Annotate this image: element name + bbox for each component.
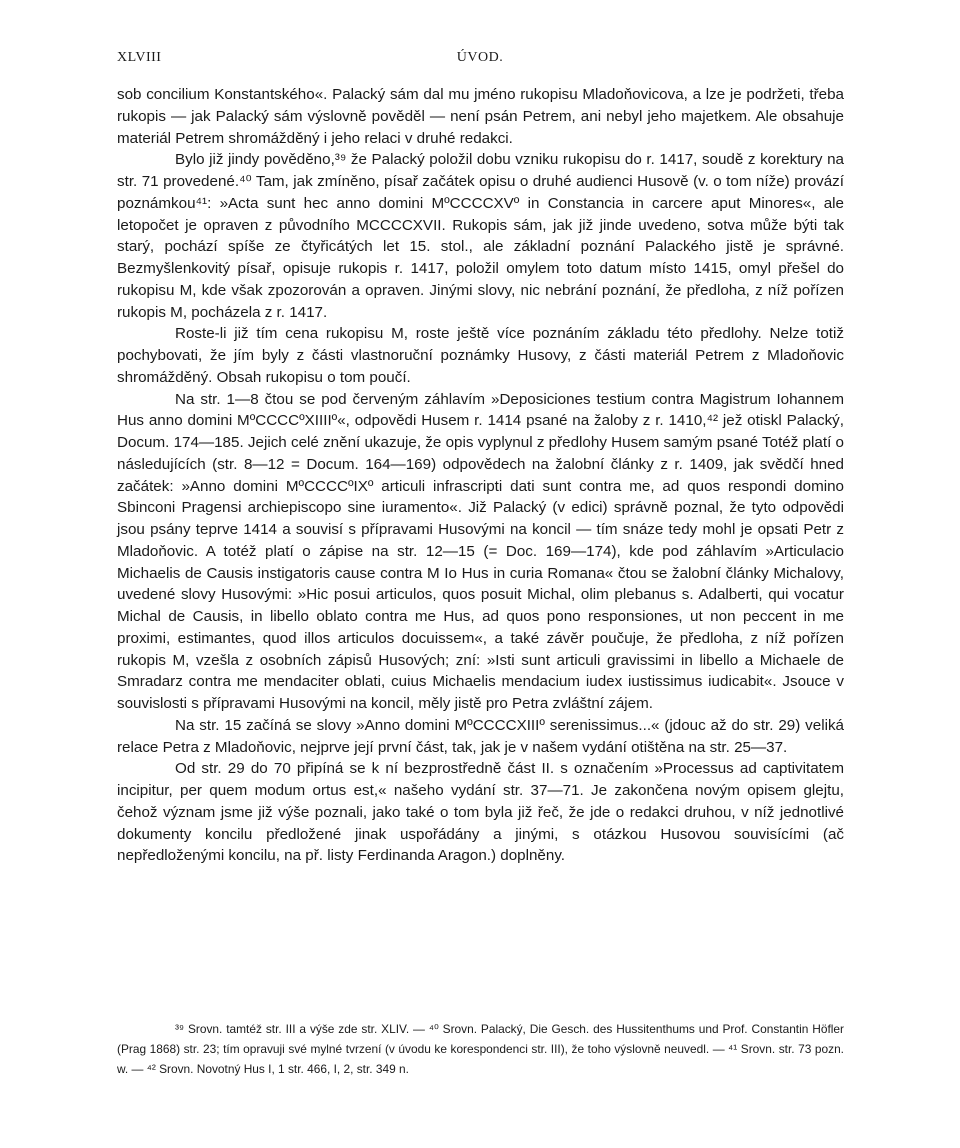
paragraph: Na str. 15 začíná se slovy »Anno domini MºCCCCXIIIº serenissimus...« (jdouc až do str. 29) veliká relace Petra z Mladoňovic, nejprve její první část, tak, jak je v našem vydání otištěna na str. 25—37. bbox=[117, 716, 844, 756]
footnote-text: ³⁹ Srovn. tamtéž str. III a výše zde str. XLIV. — ⁴⁰ Srovn. Palacký, Die Gesch. des Hussitenthums und Prof. Constantin Höfler (Prag 1868) str. 23; tím opravuji své mylné tvrzení (v úvodu ke korespondenci str. III), že toho výslovně neuvedl. — ⁴¹ Srovn. str. 73 pozn. w. — ⁴² Srovn. Novotný Hus I, 1 str. 466, I, 2, str. 349 n. bbox=[117, 1022, 844, 1076]
paragraph: sob concilium Konstantského«. Palacký sám dal mu jméno rukopisu Mladoňovicova, a lze je podržeti, třeba rukopis — jak Palacký sám výslovně pověděl — není psán Petrem, ani nebyl jeho majetkem. Ale obsahuje materiál Petrem shromážděný i jeho relaci v druhé redakci. bbox=[117, 86, 844, 147]
page-header bbox=[117, 50, 843, 70]
footnotes bbox=[117, 1019, 844, 1079]
paragraph: Od str. 29 do 70 připíná se k ní bezprostředně část II. s označením »Processus ad captivitatem incipitur, per quem modum ortus est,« našeho vydání str. 37—71. Je zakončena novým opisem glejtu, čehož význam jsme již výše poznali, jako také o tom byla již řeč, že jde o redakci druhou, v níž jednotlivé dokumenty koncilu předložené jinak uspořádány a jinými, s otázkou Husovou souvisícími (ač nepředloženými koncilu, na př. listy Ferdinanda Aragon.) doplněny. bbox=[117, 760, 844, 865]
running-title: ÚVOD. bbox=[456, 50, 504, 65]
paragraph: Bylo již jindy pověděno,³⁹ že Palacký položil dobu vzniku rukopisu do r. 1417, soudě z korektury na str. 71 provedené.⁴⁰ Tam, jak zmíněno, písař začátek opisu o druhé audienci Husově (v. o tom níže) provází poznámkou⁴¹: »Acta sunt hec anno domini MºCCCCXVº in Constancia in carcere aput Minores«, ale letopočet je opraven z původního MCCCCXVII. Rukopis sám, jak již jinde uvedeno, sotva může býti tak starý, pochází spíše ze čtyřicátých let 15. stol., ale základní poznání Palackého jistě je správné. Bezmyšlenkovitý písař, opisuje rukopis r. 1417, položil omylem toto datum místo 1415, omyl přešel do rukopisu M, kde však zpozorován a opraven. Jinými slovy, nic nebrání poznání, že předloha, z níž pořízen rukopis M, pocházela z r. 1417. bbox=[117, 151, 844, 321]
page-number: XLVIII bbox=[117, 50, 162, 65]
paragraph: Na str. 1—8 čtou se pod červeným záhlavím »Deposiciones testium contra Magistrum Iohannem Hus anno domini MºCCCCºXIIIIº«, odpovědi Husem r. 1414 psané na žaloby z r. 1410,⁴² jež otiskl Palacký, Docum. 174—185. Jejich celé znění ukazuje, že opis vyplynul z předlohy Husem samým psané Totéž platí o následujících (str. 8—12 = Docum. 164—169) odpovědech na žalobní články z r. 1409, jak svědčí hned začátek: »Anno domini MºCCCCºIXº articuli infrascripti dati sunt contra me, ad quos respondi domino Sbinconi Pragensi archiepiscopo sine iuramento«. Již Palacký (v edici) správně poznal, že tyto odpovědi jsou psány teprve 1414 a souvisí s přípravami Husovými na koncil — tím snáze tedy mohl je opsati Petr z Mladoňovic. A totéž platí o zápise na str. 12—15 (= Doc. 169—174), kde pod záhlavím »Articulacio Michaelis de Causis instigatoris cause contra M Io Hus in curia Romana« čtou se žalobní články Michalovy, uvedené slovy Husovými: »Hic posui articulos, quos posuit Michal, olim plebanus s. Adalberti, qui vocatur Michal de Causis, in libello oblato contra me Hus, ad quos pono responsiones, ut non peccent in me proximi, estimantes, quod illos articulos docuissem«, a také závěr poučuje, že předloha, z níž pořízen rukopis M, vzešla z osobních zápisů Husových; zní: »Isti sunt articuli gravissimi in libello a Michaele de Smradarz contra me mendaciter oblati, cuius Michaelis mendacium iudex iustissimus iudicabit«. Jsouce v souvislosti s přípravami Husovými na koncil, měly jistě pro Petra zvláštní zájem. bbox=[117, 390, 844, 712]
body-text bbox=[117, 84, 844, 867]
paragraph: Roste-li již tím cena rukopisu M, roste ještě více poznáním základu této předlohy. Nelze totiž pochybovati, že jím byly z části vlastnoruční poznámky Husovy, z části materiál Petrem z Mladoňovic shromážděný. Obsah rukopisu o tom poučí. bbox=[117, 325, 844, 386]
